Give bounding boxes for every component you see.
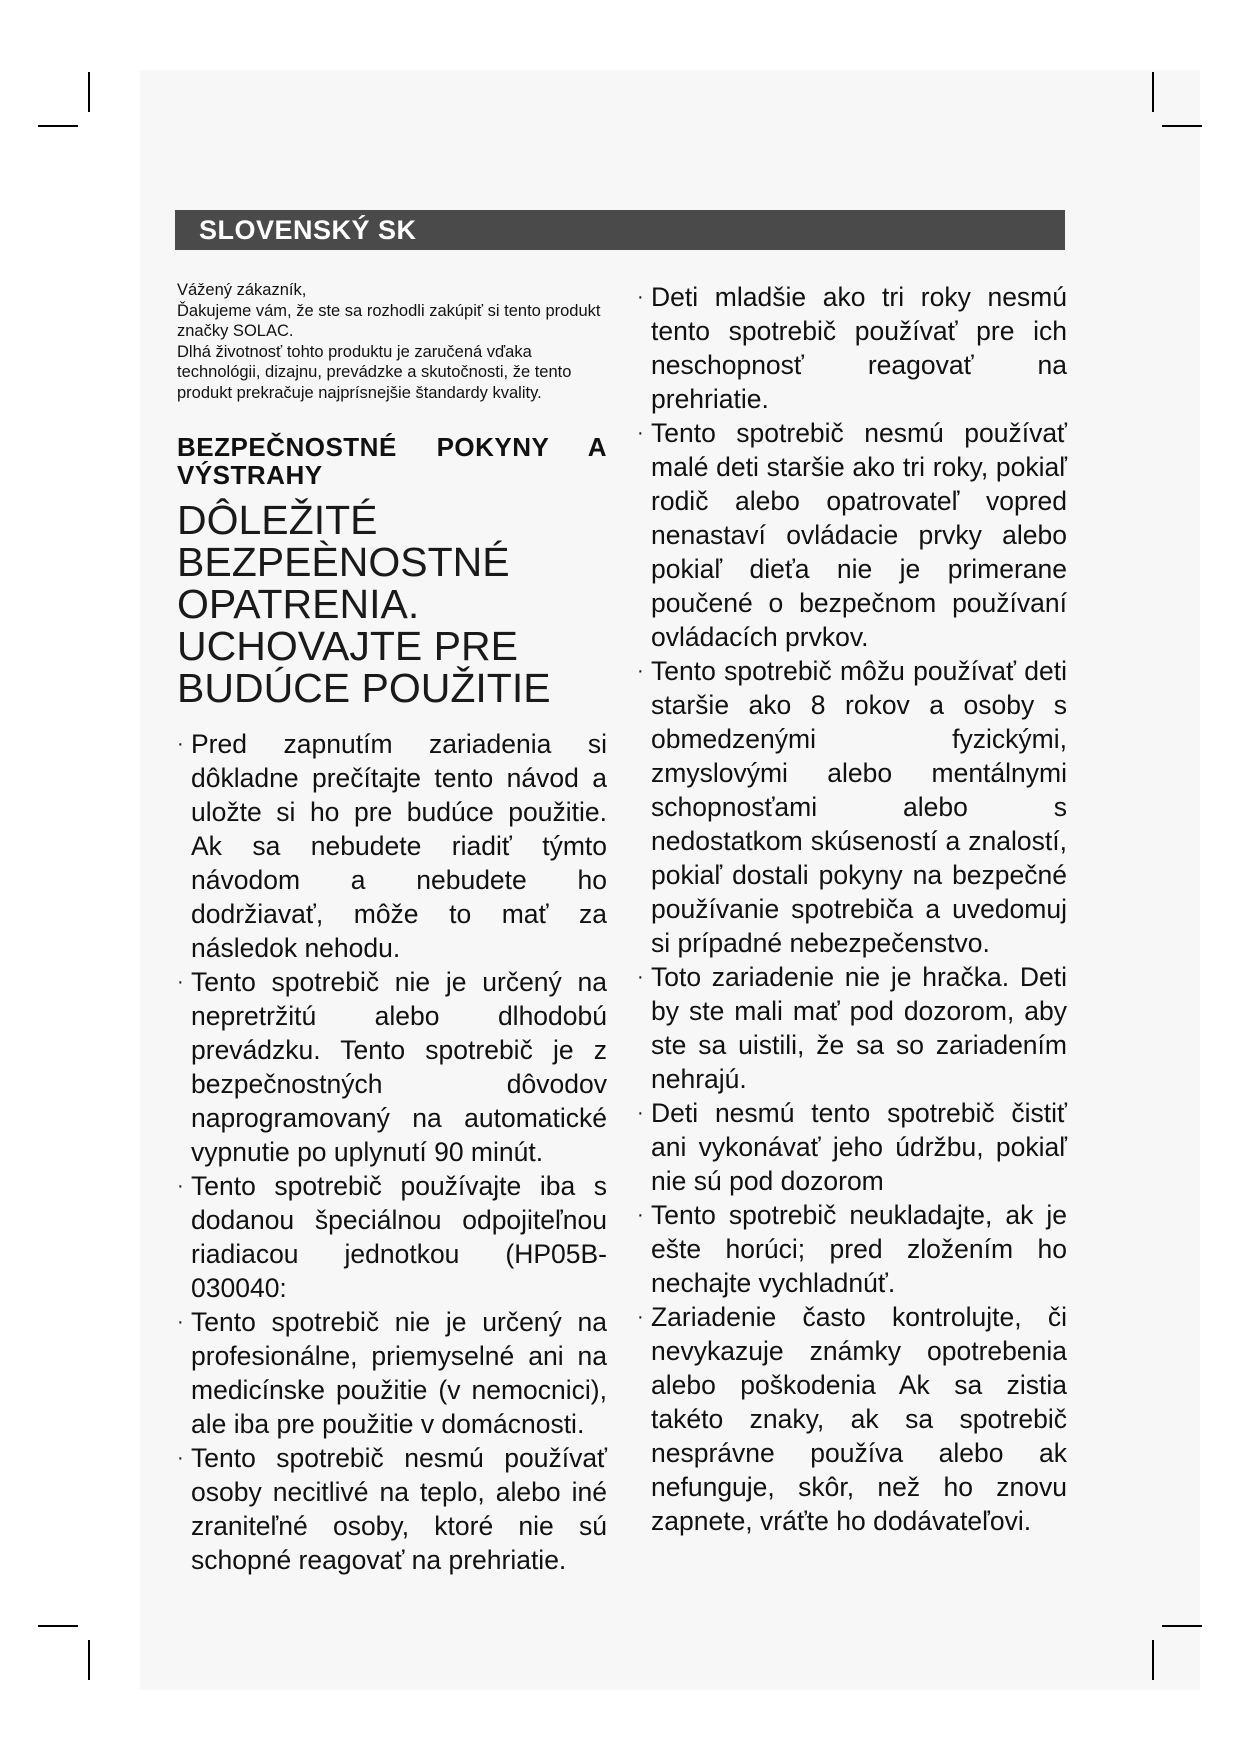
crop-mark-top-left-vertical xyxy=(88,72,90,112)
crop-mark-top-left-horizontal xyxy=(38,125,78,127)
list-item: · Tento spotrebič nie je určený na nepretržitú alebo dlhodobú prevádzku. Tento spotrebič je z bezpečnostných dôvodov naprogramovaný na automatické vypnutie po uplynutí 90 minút. xyxy=(177,967,607,1167)
right-bullet-list xyxy=(637,280,1067,1538)
list-item: · Toto zariadenie nie je hračka. Deti by ste mali mať pod dozorom, aby ste sa uistili, že sa so zariadením nehrajú. xyxy=(637,962,1067,1094)
bullet-icon: · xyxy=(637,1102,644,1124)
crop-mark-bottom-right-horizontal xyxy=(1162,1625,1202,1627)
list-item: · Pred zapnutím zariadenia si dôkladne prečítajte tento návod a uložte si ho pre budúce použitie. Ak sa nebudete riadiť týmto návodom a nebudete ho dodržiavať, môže to mať za následok nehodu. xyxy=(177,729,607,963)
list-item: · Zariadenie často kontrolujte, či nevykazuje známky opotrebenia alebo poškodenia Ak sa zistia takéto znaky, ak sa spotrebič nesprávne používa alebo ak nefunguje, skôr, než ho znovu zapnete, vráťte ho dodávateľovi. xyxy=(637,1302,1067,1536)
crop-mark-bottom-left-horizontal xyxy=(38,1625,78,1627)
list-item: · Deti mladšie ako tri roky nesmú tento spotrebič používať pre ich neschopnosť reagovať na prehriatie. xyxy=(637,282,1067,414)
list-item: · Deti nesmú tento spotrebič čistiť ani vykonávať jeho údržbu, pokiaľ nie sú pod dozorom xyxy=(637,1098,1067,1196)
list-item: · Tento spotrebič neukladajte, ak je ešte horúci; pred zložením ho nechajte vychladnúť. xyxy=(637,1200,1067,1298)
crop-mark-top-right-horizontal xyxy=(1162,125,1202,127)
bullet-icon: · xyxy=(177,1175,184,1197)
list-item: · Tento spotrebič nesmú používať osoby necitlivé na teplo, alebo iné zraniteľné osoby, ktoré nie sú schopné reagovať na prehriatie. xyxy=(177,1443,607,1575)
bullet-icon: · xyxy=(177,1447,184,1469)
list-item: · Tento spotrebič nesmú používať malé deti staršie ako tri roky, pokiaľ rodič alebo opatrovateľ vopred nenastaví ovládacie prvky alebo pokiaľ dieťa nie je primerane poučené o bezpečnom používaní ovládacích prvkov. xyxy=(637,418,1067,652)
crop-mark-bottom-left-vertical xyxy=(88,1640,90,1680)
left-bullet-list xyxy=(177,727,607,1577)
crop-mark-top-right-vertical xyxy=(1152,72,1154,112)
language-header: SLOVENSKÝ SK xyxy=(175,210,1065,250)
greeting: Vážený zákazník, xyxy=(177,281,307,299)
bullet-icon: · xyxy=(177,733,184,755)
bullet-icon: · xyxy=(637,966,644,988)
right-column xyxy=(637,280,1067,1538)
important-heading: DÔLEŽITÉ BEZPEÈNOSTNÉ OPATRENIA. UCHOVAJTE PRE BUDÚCE POUŽITIE xyxy=(177,497,551,711)
intro-text xyxy=(177,280,607,403)
bullet-icon: · xyxy=(637,660,644,682)
list-item: · Tento spotrebič nie je určený na profesionálne, priemyselné ani na medicínske použitie (v nemocnici), ale iba pre použitie v domácnosti. xyxy=(177,1307,607,1439)
bullet-icon: · xyxy=(177,971,184,993)
bullet-icon: · xyxy=(637,1204,644,1226)
safety-heading: BEZPEČNOSTNÉ POKYNY A VÝSTRAHY xyxy=(177,432,607,490)
crop-mark-bottom-right-vertical xyxy=(1152,1640,1154,1680)
left-column xyxy=(177,280,607,1577)
bullet-icon: · xyxy=(637,286,644,308)
bullet-icon: · xyxy=(637,1306,644,1328)
bullet-icon: · xyxy=(177,1311,184,1333)
list-item: · Tento spotrebič môžu používať deti staršie ako 8 rokov a osoby s obmedzenými fyzickými, zmyslovými alebo mentálnymi schopnosťami alebo s nedostatkom skúseností a znalostí, pokiaľ dostali pokyny na bezpečné používanie spotrebiča a uvedomuj si prípadné nebezpečenstvo. xyxy=(637,656,1067,958)
list-item: · Tento spotrebič používajte iba s dodanou špeciálnou odpojiteľnou riadiacou jednotkou (HP05B-030040: xyxy=(177,1171,607,1303)
bullet-icon: · xyxy=(637,422,644,444)
durability-paragraph: Dlhá životnosť tohto produktu je zaručená vďaka technológii, dizajnu, prevádzke a skutočnosti, že tento produkt prekračuje najprísnejšie štandardy kvality. xyxy=(177,342,572,402)
thanks-paragraph: Ďakujeme vám, že ste sa rozhodli zakúpiť si tento produkt značky SOLAC. xyxy=(177,301,601,340)
